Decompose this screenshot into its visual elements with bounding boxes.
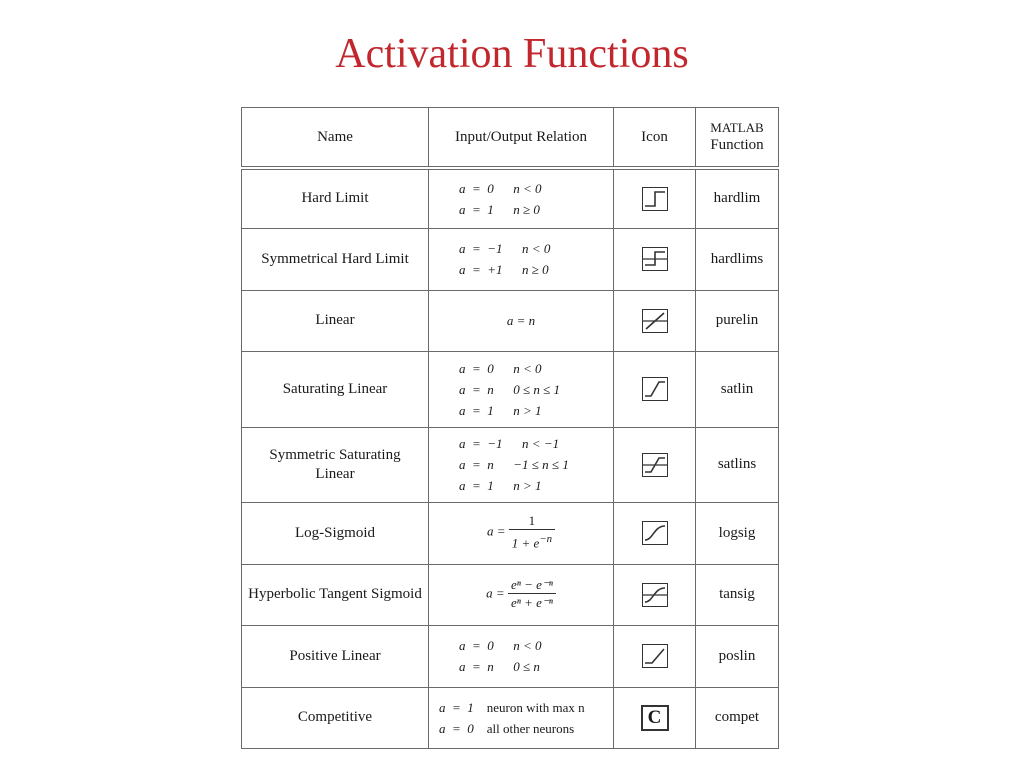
relation-line: a = n: [506, 313, 536, 328]
row-function: satlin: [696, 351, 779, 427]
log-sigmoid-icon: [642, 521, 668, 545]
table-row: [242, 564, 779, 625]
relation-line: [439, 718, 613, 739]
saturating-linear-icon: [642, 377, 668, 401]
row-name: Hyperbolic Tangent Sigmoid: [242, 564, 429, 625]
fraction: [508, 577, 556, 612]
table-header-row: [242, 108, 779, 169]
row-relation: [429, 290, 614, 351]
relation-line: a = +1 n ≥ 0: [459, 262, 549, 277]
row-relation: [429, 625, 614, 687]
row-name: Linear: [242, 290, 429, 351]
relation-eq: a = 1: [439, 699, 474, 715]
relation-line: a = n −1 ≤ n ≤ 1: [459, 457, 569, 472]
row-function: tansig: [696, 564, 779, 625]
fraction-numerator: eⁿ − e⁻ⁿ: [508, 577, 556, 594]
row-relation: [429, 351, 614, 427]
row-name: Saturating Linear: [242, 351, 429, 427]
header-relation: Input/Output Relation: [429, 108, 614, 169]
row-name: Hard Limit: [242, 168, 429, 228]
row-icon-cell: [614, 502, 696, 564]
page-title: Activation Functions: [335, 31, 689, 77]
tan-sigmoid-icon: [642, 583, 668, 607]
relation-prefix: a =: [486, 523, 506, 539]
row-relation: [429, 168, 614, 228]
linear-icon: [642, 309, 668, 333]
symmetric-saturating-linear-icon: [642, 453, 668, 477]
row-icon-cell: [614, 427, 696, 502]
relation-line: a = 1 n > 1: [459, 478, 542, 493]
table-row: [242, 290, 779, 351]
denominator-base: 1 + e: [511, 535, 540, 551]
row-function: hardlim: [696, 168, 779, 228]
row-function: satlins: [696, 427, 779, 502]
relation-line: a = 0 n < 0: [459, 638, 542, 653]
table-row: [242, 427, 779, 502]
activation-functions-table: [241, 107, 779, 749]
fraction-denominator: eⁿ + e⁻ⁿ: [510, 595, 553, 610]
relation-line: a = 0 n < 0: [459, 180, 542, 196]
row-name: Symmetrical Hard Limit: [242, 228, 429, 290]
table-row: [242, 168, 779, 228]
row-function: purelin: [696, 290, 779, 351]
row-function: compet: [696, 687, 779, 748]
row-function: poslin: [696, 625, 779, 687]
header-matlab-line1: MATLAB: [710, 120, 764, 135]
row-relation: [429, 427, 614, 502]
relation-prefix: a =: [486, 585, 505, 601]
fraction-denominator: [509, 530, 555, 552]
relation-line: a = −1 n < 0: [459, 241, 551, 256]
row-icon-cell: [614, 168, 696, 228]
header-name: Name: [242, 108, 429, 169]
table-row: [242, 351, 779, 427]
table-row: [242, 687, 779, 748]
row-icon-cell: [614, 687, 696, 748]
row-name: Symmetric Saturating Linear: [242, 427, 429, 502]
relation-line: a = 1 n > 1: [459, 402, 542, 418]
symmetric-hard-limit-icon: [642, 247, 668, 271]
relation-line: a = n 0 ≤ n ≤ 1: [459, 381, 561, 397]
table-row: [242, 502, 779, 564]
table-row: [242, 625, 779, 687]
fraction-numerator: 1: [509, 513, 555, 530]
relation-desc: all other neurons: [486, 720, 575, 736]
hard-limit-icon: [642, 187, 668, 211]
relation-line: [439, 697, 613, 718]
relation-line: a = −1 n < −1: [459, 436, 560, 451]
relation-line: a = n 0 ≤ n: [459, 659, 540, 674]
row-name: Positive Linear: [242, 625, 429, 687]
denominator-exponent: −n: [539, 533, 553, 546]
relation-line: a = 0 n < 0: [459, 360, 542, 376]
row-function: hardlims: [696, 228, 779, 290]
row-icon-cell: [614, 290, 696, 351]
row-relation: [429, 564, 614, 625]
row-relation: [429, 502, 614, 564]
competitive-icon: C: [641, 705, 669, 731]
row-function: logsig: [696, 502, 779, 564]
row-relation: [429, 687, 614, 748]
row-name: Log-Sigmoid: [242, 502, 429, 564]
row-icon-cell: [614, 351, 696, 427]
fraction: [509, 513, 555, 552]
header-matlab-function: [696, 108, 779, 169]
relation-eq: a = 0: [439, 720, 474, 736]
row-relation: [429, 228, 614, 290]
relation-desc: neuron with max n: [486, 699, 585, 715]
positive-linear-icon: [642, 644, 668, 668]
header-icon: Icon: [614, 108, 696, 169]
table-row: [242, 228, 779, 290]
activation-table-wrapper: [241, 107, 778, 749]
relation-line: a = 1 n ≥ 0: [459, 201, 540, 217]
header-matlab-line2: Function: [710, 137, 764, 153]
row-icon-cell: [614, 564, 696, 625]
row-icon-cell: [614, 228, 696, 290]
row-name: Competitive: [242, 687, 429, 748]
row-icon-cell: [614, 625, 696, 687]
